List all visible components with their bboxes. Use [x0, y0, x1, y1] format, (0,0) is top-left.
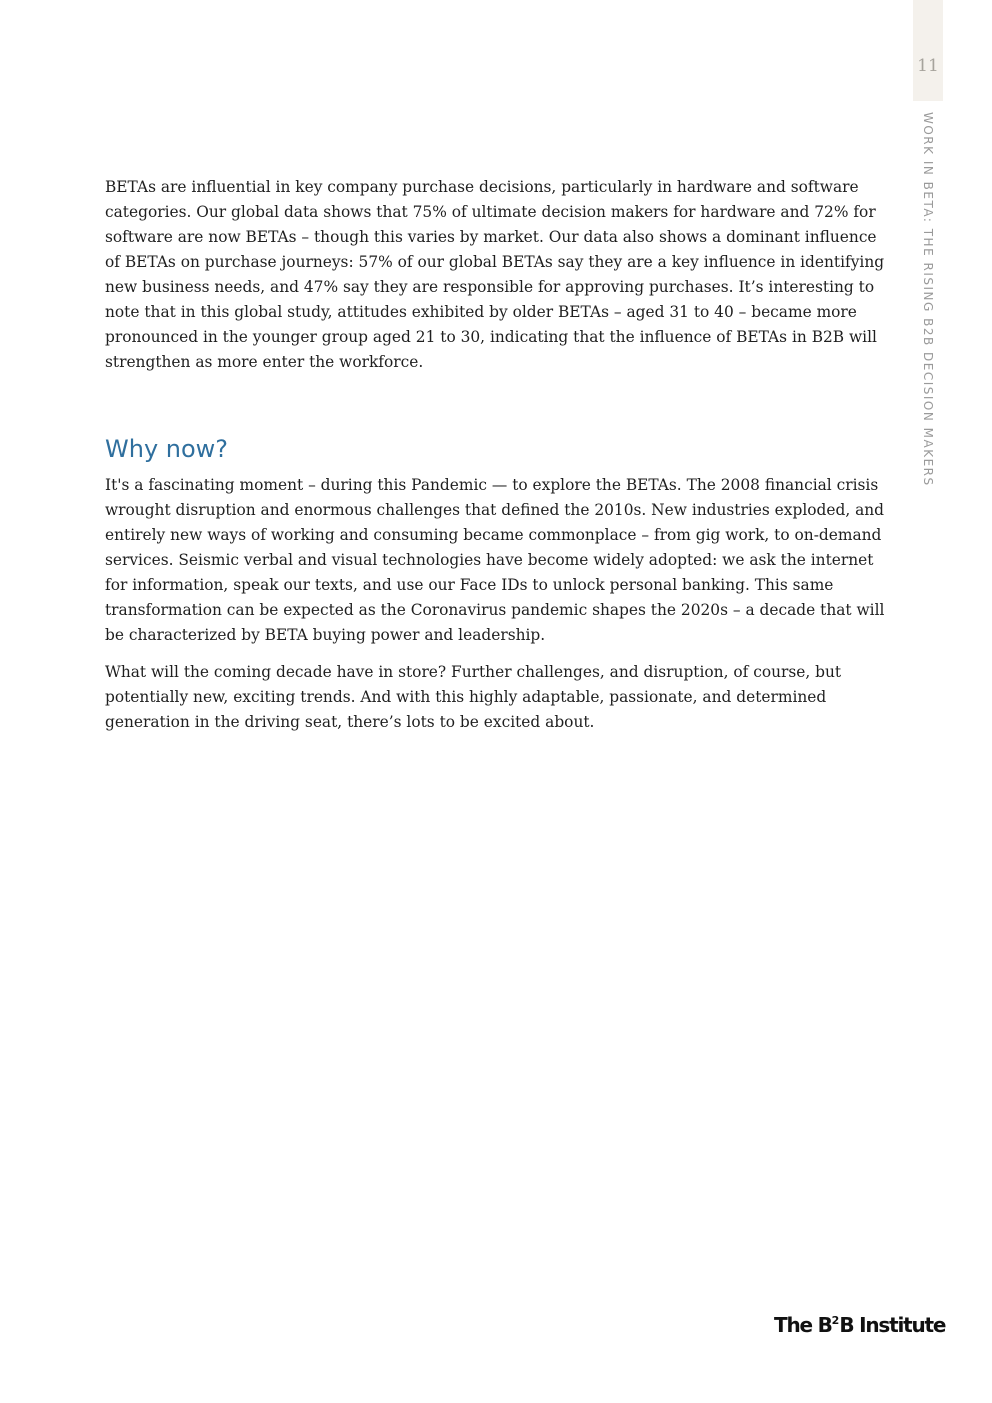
- logo-suffix: B Institute: [839, 1313, 946, 1337]
- logo-prefix: The B: [774, 1313, 832, 1337]
- page-number: 11: [917, 56, 939, 76]
- main-content: [105, 175, 895, 735]
- page-number-tab: [913, 0, 943, 101]
- logo-superscript: 2: [831, 1314, 840, 1327]
- section-paragraph-1: It's a fascinating moment – during this Pandemic — to explore the BETAs. The 2008 financial crisis wrought disruption and enormous challenges that defined the 2010s. New industries exploded, and entirely new ways of working and consuming became commonplace – from gig work, to on-demand services. Seismic verbal and visual technologies have become widely adopted: we ask the internet for information, speak our texts, and use our Face IDs to unlock personal banking. This same transformation can be expected as the Coronavirus pandemic shapes the 2020s – a decade that will be characterized by BETA buying power and leadership.: [105, 476, 885, 644]
- section-paragraph-2: What will the coming decade have in store? Further challenges, and disruption, of course, but potentially new, exciting trends. And with this highly adaptable, passionate, and determined generation in the driving seat, there’s lots to be excited about.: [105, 663, 842, 731]
- section-heading: Why now?: [105, 435, 229, 463]
- running-head: WORK IN BETA: THE RISING B2B DECISION MAKERS: [921, 112, 935, 487]
- intro-paragraph: BETAs are influential in key company purchase decisions, particularly in hardware and software categories. Our global data shows that 75% of ultimate decision makers for hardware and 72% for software are now BETAs – though this varies by market. Our data also shows a dominant influence of BETAs on purchase journeys: 57% of our global BETAs say they are a key influence in identifying new business needs, and 47% say they are responsible for approving purchases. It’s interesting to note that in this global study, attitudes exhibited by older BETAs – aged 31 to 40 – became more pronounced in the younger group aged 21 to 30, indicating that the influence of BETAs in B2B will strengthen as more enter the workforce.: [105, 178, 885, 371]
- b2b-institute-logo: [774, 1313, 945, 1337]
